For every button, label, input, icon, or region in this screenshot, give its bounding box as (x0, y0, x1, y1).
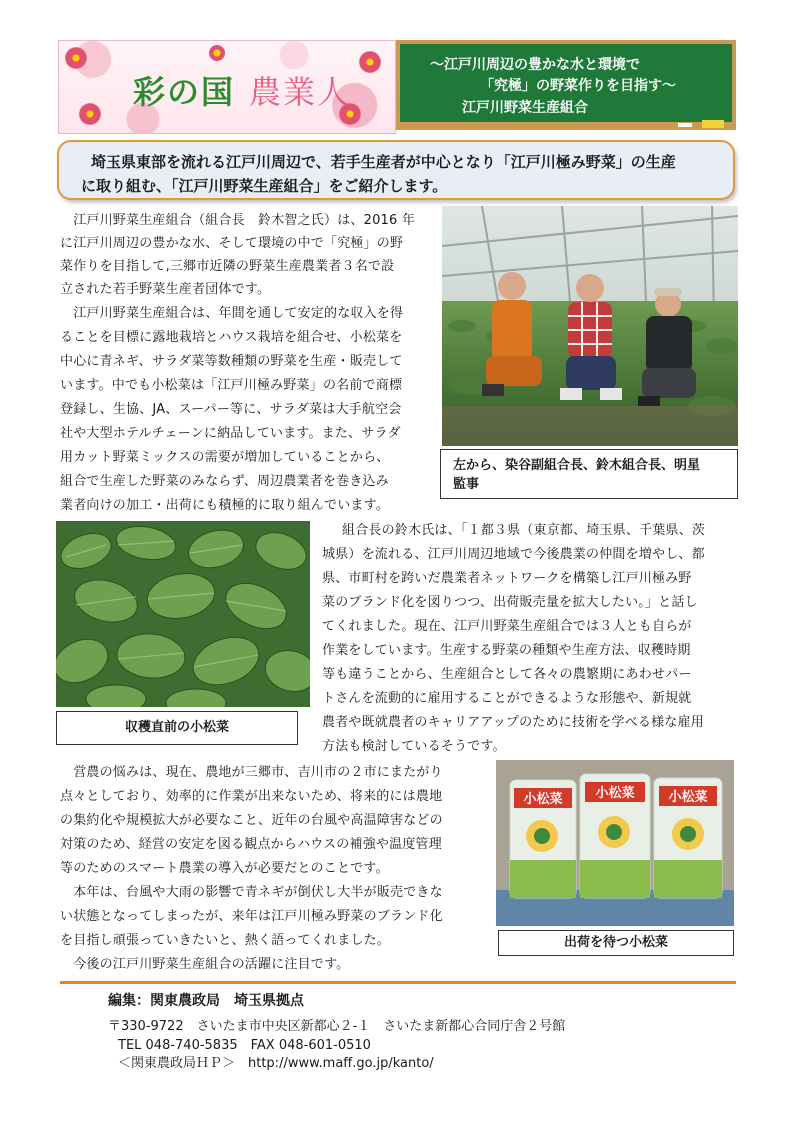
greenhouse-farmers-image (442, 206, 738, 446)
paragraph-line: 方法も検討しているそうです。 (322, 739, 506, 754)
photo-caption-farmers (440, 449, 738, 499)
paragraph-line: 県、市町村を跨いだ農業者ネットワークを構築し江戸川極み野 (322, 571, 692, 586)
caption-line-2: 監事 (453, 477, 480, 492)
paragraph-line: います。中でも小松菜は「江戸川極み野菜」の名前で商標 (60, 378, 403, 393)
paragraph-line: い状態となってしまったが、来年は江戸川極み野菜のブランド化 (60, 909, 443, 924)
banner-title-green: 彩の国 (133, 73, 236, 111)
paragraph-line: 菜作りを目指して,三郷市近隣の野菜生産農業者３名で設 (60, 259, 395, 274)
paragraph-line: てくれました。現在、江戸川野菜生産組合では３人とも自らが (322, 619, 692, 634)
paragraph-line: を目指し頑張っていきたいと、熱く語ってくれました。 (60, 933, 391, 948)
organization-name: 江戸川野菜生産組合 (462, 100, 588, 116)
package-label: 小松菜 (523, 792, 563, 807)
paragraph-line: 組合長の鈴木氏は、「１都３県（東京都、埼玉県、千葉県、茨 (342, 523, 706, 538)
paragraph-line: 江戸川野菜生産組合は、年間を通して安定的な収入を得 (60, 306, 404, 321)
paragraph-line: 組合で生産した野菜のみならず、周辺農業者を巻き込み (60, 474, 389, 489)
paragraph-line: 中心に青ネギ、サラダ菜等数種類の野菜を生産・販売して (60, 354, 403, 369)
paragraph-line: 等のためのスマート農業の導入が必要だとのことです。 (60, 861, 389, 876)
paragraph-line: 立された若手野菜生産者団体です。 (60, 282, 271, 297)
caption-line-1: 左から、染谷副組合長、鈴木組合長、明星 (453, 458, 701, 473)
paragraph-line: 菜のブランド化を図りつつ、出荷販売量を拡大したい。」と話し (322, 595, 698, 610)
package-label: 小松菜 (668, 790, 708, 805)
packaged-komatsuna-photo (496, 760, 734, 926)
paragraph-line: トさんを流動的に雇用することができるような形態や、新規就 (322, 691, 692, 706)
banner-title-pink: 農業人 (249, 73, 352, 111)
subtitle-line-2: 「究極」の野菜作りを目指す～ (480, 78, 676, 94)
greenhouse-photo (442, 206, 738, 446)
footer-editor: 編集：関東農政局 埼玉県拠点 (108, 993, 304, 1009)
paragraph-line: 江戸川野菜生産組合（組合長 鈴木智之氏）は、2016 年 (60, 213, 416, 228)
komatsuna-leaves-image (56, 521, 310, 707)
paragraph-line: 業者向けの加工・出荷にも積極的に取り組んでいます。 (60, 498, 389, 513)
komatsuna-field-photo (56, 521, 310, 707)
plum-blossom-icon (359, 51, 381, 73)
plum-blossom-icon (79, 103, 101, 125)
lead-line-1: 埼玉県東部を流れる江戸川周辺で、若手生産者が中心となり「江戸川極み野菜」の生産 (91, 153, 676, 171)
paragraph-line: 対策のため、経営の安定を図る観点からハウスの補強や温度管理 (60, 837, 442, 852)
paragraph-line: 社や大型ホテルチェーンに納品しています。また、サラダ (60, 426, 401, 441)
paragraph-line: 点々としており、効率的に作業が出来ないため、将来的には農地 (60, 789, 443, 804)
packaged-komatsuna-image (496, 760, 734, 926)
paragraph-line: ることを目標に露地栽培とハウス栽培を組合せ、小松菜を (60, 330, 403, 345)
banner-title (133, 67, 351, 113)
footer-divider (60, 981, 736, 984)
subtitle-line-1: ～江戸川周辺の豊かな水と環境で (430, 57, 640, 73)
photo-caption-field: 収穫直前の小松菜 (56, 711, 298, 745)
paragraph-line: 営農の悩みは、現在、農地が三郷市、吉川市の２市にまたがり (60, 765, 443, 780)
header-banner (58, 40, 396, 134)
paragraph-line: 等も違うことから、生産組合として各々の農繁期にあわせパー (322, 667, 692, 682)
footer-address: 〒330-9722 さいたま市中央区新都心２-１ さいたま新都心合同庁舎２号館 (108, 1019, 566, 1034)
paragraph-line: の集約化や規模拡大が必要なこと、近年の台風や高温障害などの (60, 813, 443, 828)
photo-caption-packaged: 出荷を待つ小松菜 (498, 930, 734, 956)
paragraph-line: 作業をしています。生産する野菜の種類や生産方法、収穫時期 (322, 643, 691, 658)
paragraph-line: 本年は、台風や大雨の影響で青ネギが倒伏し大半が販売できな (60, 885, 443, 900)
paragraph-line: 農者や既就農者のキャリアアップのために技術を学べる様な雇用 (322, 715, 704, 730)
footer-tel-fax: TEL 048-740-5835 FAX 048-601-0510 (118, 1038, 371, 1053)
footer-website: ＜関東農政局ＨＰ＞ http://www.maff.go.jp/kanto/ (118, 1056, 434, 1071)
chalk-icon (678, 123, 692, 127)
paragraph-line: に江戸川周辺の豊かな水、そして環境の中で「究極」の野 (60, 236, 404, 251)
chalkboard-header (396, 40, 736, 130)
paragraph-line: 用カット野菜ミックスの需要が増加していることから、 (60, 450, 390, 465)
paragraph-line: 城県）を流れる、江戸川周辺地域で今後農業の仲間を増やし、都 (322, 547, 705, 562)
plum-blossom-icon (209, 45, 225, 61)
eraser-icon (702, 120, 724, 128)
paragraph-line: 登録し、生協、JA、スーパー等に、サラダ菜は大手航空会 (60, 402, 402, 417)
lead-line-2: に取り組む、「江戸川野菜生産組合」をご紹介します。 (81, 177, 448, 195)
plum-blossom-icon (65, 47, 87, 69)
lead-box (57, 140, 735, 200)
paragraph-line: 今後の江戸川野菜生産組合の活躍に注目です。 (60, 957, 350, 972)
package-label: 小松菜 (595, 786, 635, 801)
